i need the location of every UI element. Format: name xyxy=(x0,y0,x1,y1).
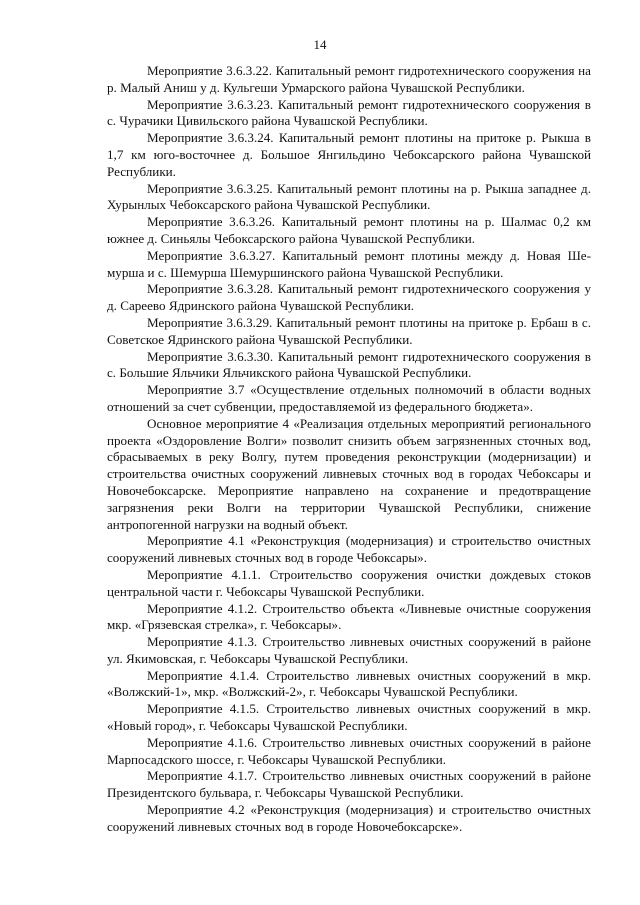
paragraph-measure-4-1-7: Мероприятие 4.1.7. Строительство ливневых очистных сооружений в районе Президентского бульвара, г. Чебоксары Чувашской Республики. xyxy=(107,768,591,801)
paragraph-measure-3-6-3-22: Мероприятие 3.6.3.22. Капитальный ремонт гидротехнического сооружения на р. Малый Аниш у д. Кульгеши Урмарского района Чувашской Республики. xyxy=(107,63,591,95)
page-number: 14 xyxy=(313,37,327,52)
paragraph-measure-4-2: Мероприятие 4.2 «Реконструкция (модернизация) и строительство очистных сооружений ливневых сточных вод в городе Новочебоксарске». xyxy=(107,802,591,834)
paragraph-measure-4-1-3: Мероприятие 4.1.3. Строительство ливневых очистных сооружений в районе ул. Якимовская, г. Чебоксары Чувашской Республики. xyxy=(107,634,591,666)
paragraph-measure-3-6-3-23: Мероприятие 3.6.3.23. Капитальный ремонт гидротехнического сооружения в с. Чурачики Цивильского района Чувашской Республики. xyxy=(107,96,591,129)
paragraph-measure-3-6-3-28: Мероприятие 3.6.3.28. Капитальный ремонт гидротехнического сооружения у д. Сареево Ядринского района Чувашской Республики. xyxy=(107,281,591,314)
paragraph-measure-4-1-5: Мероприятие 4.1.5. Строительство ливневых очистных сооружений в мкр. «Новый город», г. Чебоксары Чувашской Республики. xyxy=(107,701,591,734)
paragraph-measure-3-6-3-26: Мероприятие 3.6.3.26. Капитальный ремонт плотины на р. Шалмас 0,2 км южнее д. Синьялы Чебоксарского района Чувашской Республики. xyxy=(107,214,591,246)
paragraph-measure-3-6-3-25: Мероприятие 3.6.3.25. Капитальный ремонт плотины на р. Рыкша западнее д. Хурынлых Чебоксарского района Чувашской Республики. xyxy=(107,180,591,213)
paragraph-measure-4-1: Мероприятие 4.1 «Реконструкция (модернизация) и строительство очистных сооружений ливневых сточных вод в городе Чебоксары». xyxy=(107,533,591,566)
paragraph-measure-4-1-6: Мероприятие 4.1.6. Строительство ливневых очистных сооружений в районе Марпосадского шоссе, г. Чебоксары Чувашской Республики. xyxy=(107,734,591,767)
paragraph-measure-3-7: Мероприятие 3.7 «Осуществление отдельных полномочий в области водных отношений за счет субвенции, предоставляемой из федерального бюджета». xyxy=(107,382,591,414)
paragraph-main-measure-4: Основное мероприятие 4 «Реализация отдельных мероприятий регионального проекта «Оздоровление Волги» позволит снизить объем загрязненных сточных вод, сбрасываемых в реку Волгу, путем проведения реконструкции (модернизации) и строительства очистных сооружений ливневых сточных вод в городах Чебоксары и Новочебоксарске. Мероприятие направлено на сохранение и предотвращение загрязнения реки Волги на территории Чувашской Республики, снижение антропогенной нагрузки на водный объект. xyxy=(107,415,591,532)
paragraph-measure-3-6-3-30: Мероприятие 3.6.3.30. Капитальный ремонт гидротехнического сооружения в с. Большие Яльчики Яльчикского района Чувашской Республики. xyxy=(107,348,591,381)
paragraph-measure-4-1-2: Мероприятие 4.1.2. Строительство объекта «Ливневые очистные сооружения мкр. «Грязевская стрелка», г. Чебоксары». xyxy=(107,600,591,633)
paragraph-measure-4-1-4: Мероприятие 4.1.4. Строительство ливневых очистных сооружений в мкр. «Волжский-1», мкр. «Волжский-2», г. Чебоксары Чувашской Республики. xyxy=(107,667,591,700)
page-body xyxy=(107,63,591,836)
paragraph-measure-3-6-3-24: Мероприятие 3.6.3.24. Капитальный ремонт плотины на притоке р. Рыкша в 1,7 км юго-восточнее д. Большое Янгильдино Чебоксарского района Чувашской Республики. xyxy=(107,130,591,179)
paragraph-measure-3-6-3-27: Мероприятие 3.6.3.27. Капитальный ремонт плотины между д. Новая Шемурша и с. Шемурша Шемуршинского района Чувашской Республики. xyxy=(107,247,591,280)
paragraph-measure-3-6-3-29: Мероприятие 3.6.3.29. Капитальный ремонт плотины на притоке р. Ербаш в с. Советское Ядринского района Чувашской Республики. xyxy=(107,314,591,347)
paragraph-measure-4-1-1: Мероприятие 4.1.1. Строительство сооружения очистки дождевых стоков центральной части г. Чебоксары Чувашской Республики. xyxy=(107,566,591,599)
